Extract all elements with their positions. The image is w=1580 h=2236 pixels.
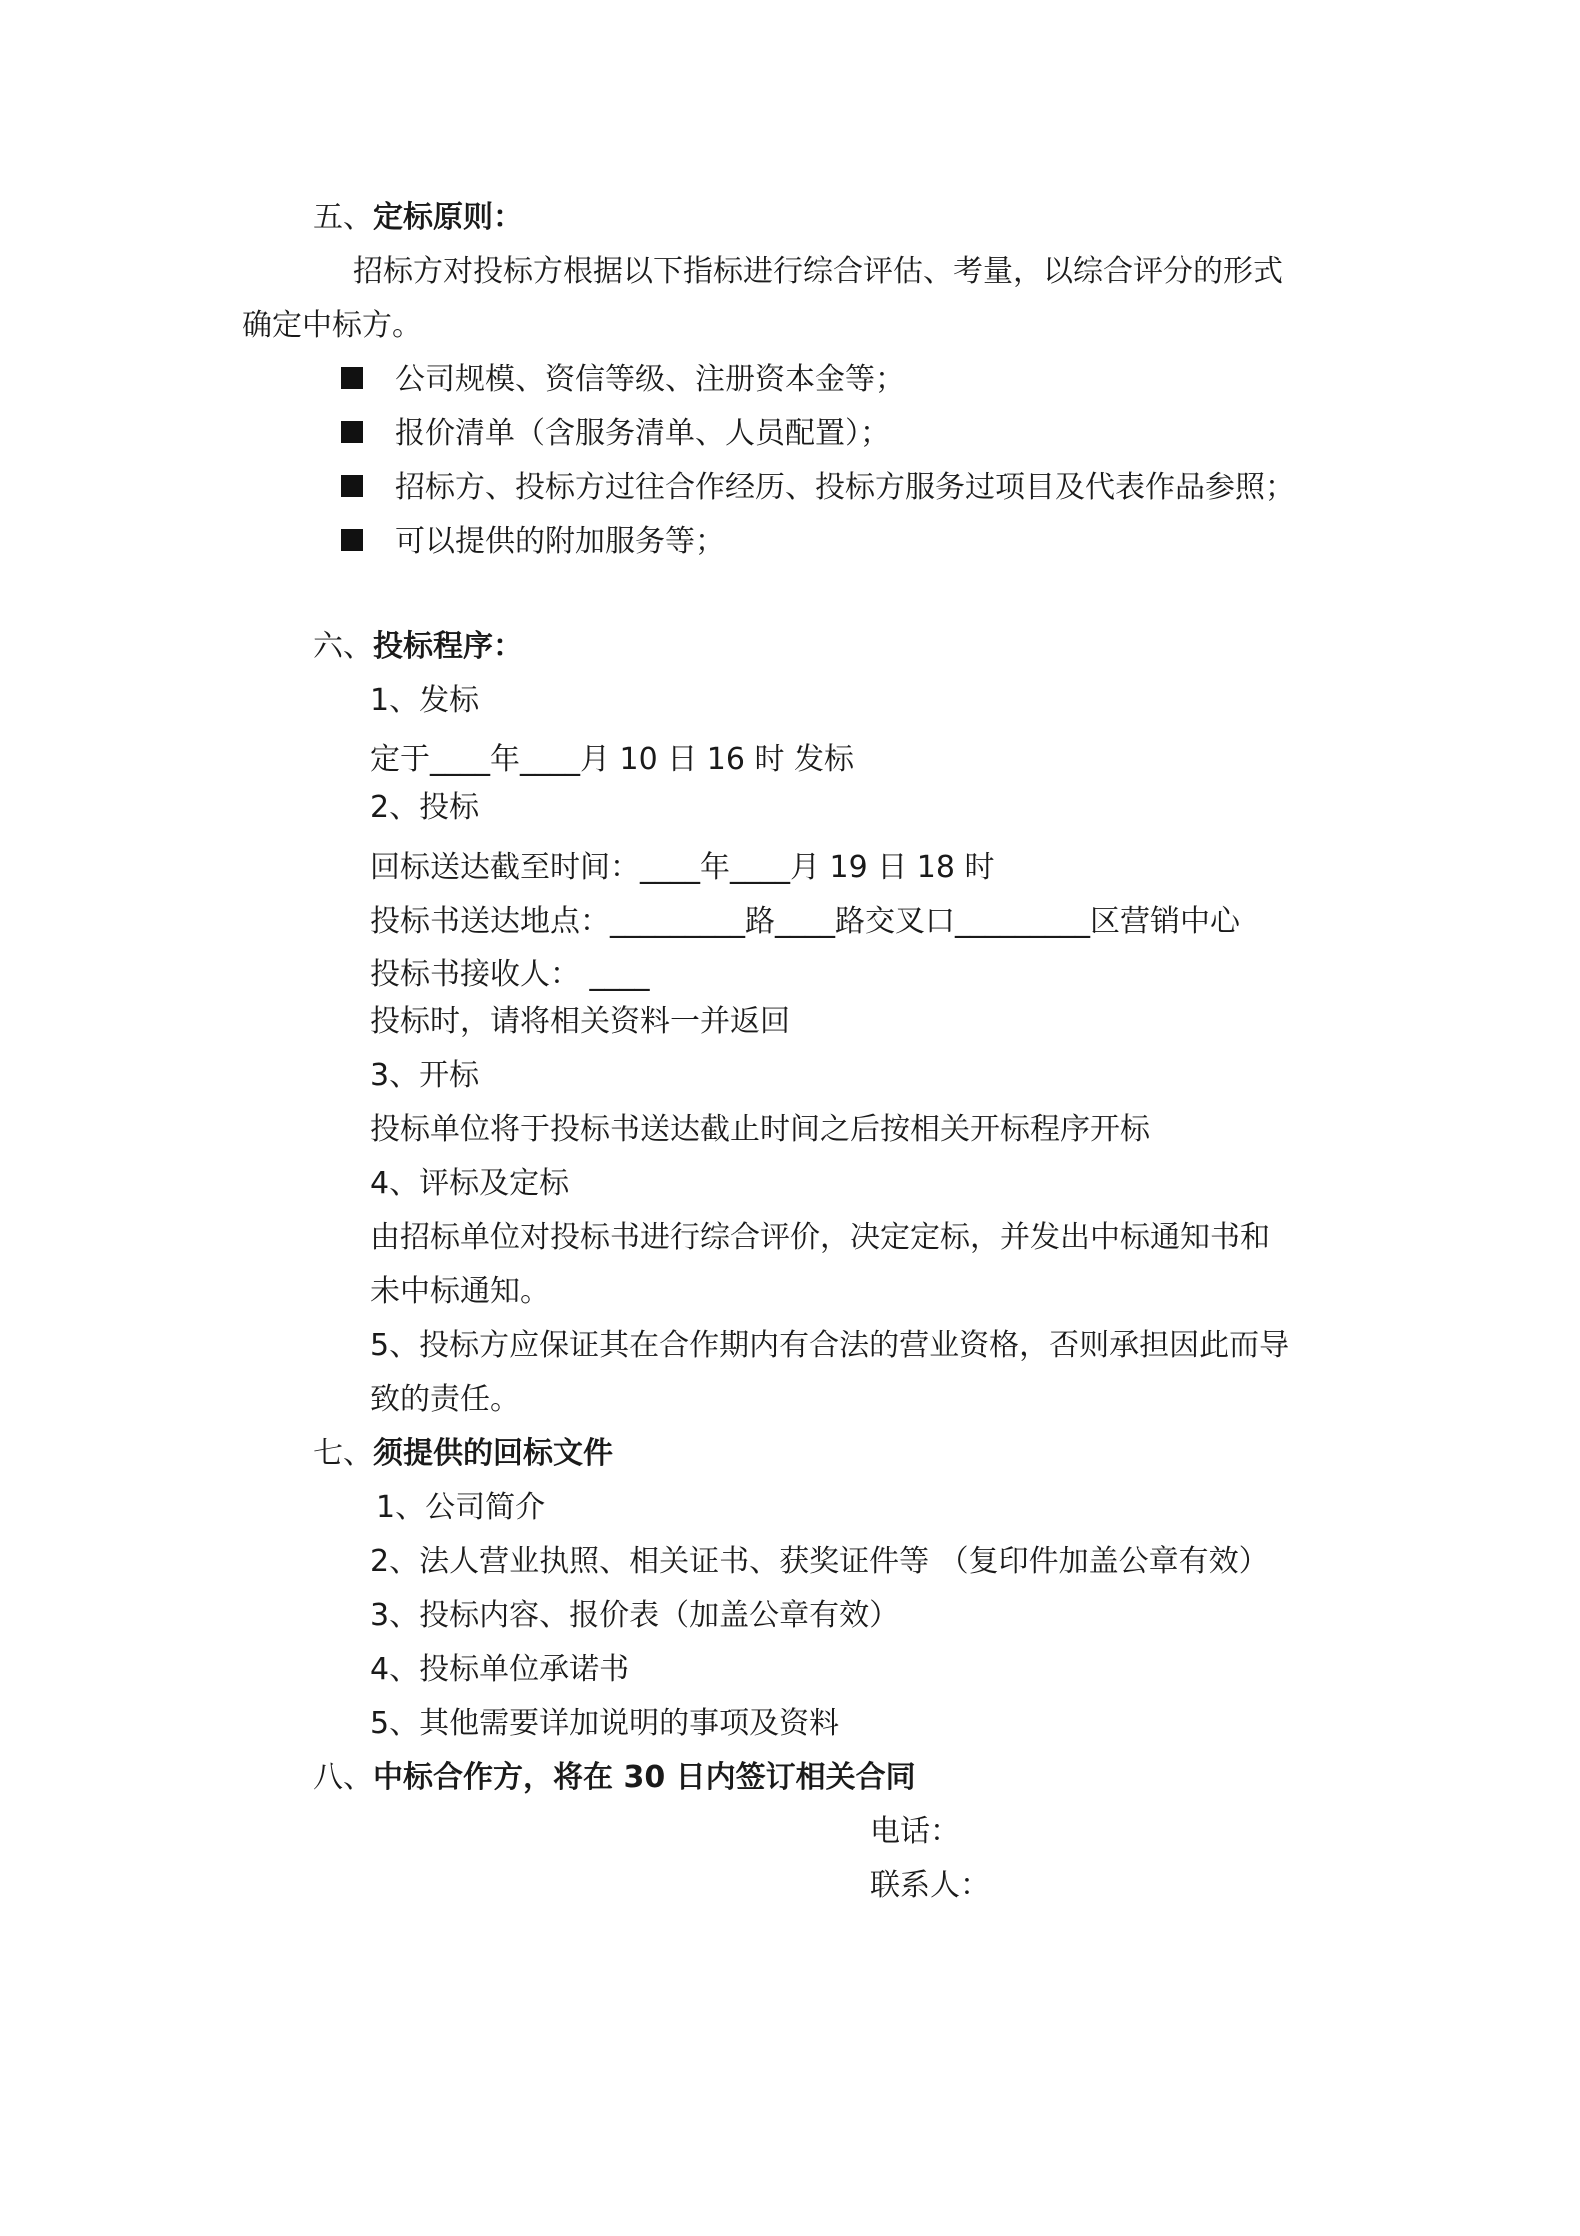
section-6-heading: [313, 627, 523, 667]
section-5-number: 五、: [313, 200, 373, 235]
square-bullet-icon: [341, 421, 363, 443]
section-8-heading: [313, 1758, 916, 1798]
bullet-item: [341, 468, 1295, 508]
bullet-text: 可以提供的附加服务等；: [395, 524, 725, 559]
step-1-heading: 1、发标: [370, 683, 480, 718]
list-item: 4、投标单位承诺书: [370, 1652, 630, 1687]
phone-label: 电话：: [870, 1814, 960, 1849]
step-2-deadline: 回标送达截至时间：____年____月 19 日 18 时: [370, 850, 995, 885]
section-6-number: 六、: [313, 629, 373, 664]
step-2-return-note: 投标时，请将相关资料一并返回: [370, 1004, 790, 1039]
step-2-heading: 2、投标: [370, 790, 480, 825]
section-5-heading: [313, 198, 523, 238]
step-3-line: 投标单位将于投标书送达截止时间之后按相关开标程序开标: [370, 1112, 1150, 1147]
bullet-item: [341, 360, 905, 400]
step-2-receiver: 投标书接收人： ____: [370, 957, 650, 992]
square-bullet-icon: [341, 529, 363, 551]
section-7-title: 须提供的回标文件: [373, 1436, 613, 1471]
step-4-line-2: 未中标通知。: [370, 1274, 550, 1309]
step-4-line-1: 由招标单位对投标书进行综合评价，决定定标，并发出中标通知书和: [370, 1220, 1270, 1255]
step-5-line-1: 5、投标方应保证其在合作期内有合法的营业资格，否则承担因此而导: [370, 1328, 1290, 1363]
bullet-item: [341, 522, 725, 562]
square-bullet-icon: [341, 475, 363, 497]
section-5-intro-line-2: 确定中标方。: [242, 308, 422, 343]
square-bullet-icon: [341, 367, 363, 389]
section-6-title: 投标程序：: [373, 629, 523, 664]
step-5-line-2: 致的责任。: [370, 1382, 520, 1417]
list-item: 2、法人营业执照、相关证书、获奖证件等 （复印件加盖公章有效）: [370, 1544, 1269, 1579]
list-item: 1、公司简介: [376, 1490, 546, 1525]
step-1-line: 定于____年____月 10 日 16 时 发标: [370, 742, 855, 777]
bullet-item: [341, 414, 890, 454]
section-7-heading: [313, 1434, 613, 1474]
list-item: 3、投标内容、报价表（加盖公章有效）: [370, 1598, 900, 1633]
step-4-heading: 4、评标及定标: [370, 1166, 570, 1201]
list-item: 5、其他需要详加说明的事项及资料: [370, 1706, 840, 1741]
bullet-text: 招标方、投标方过往合作经历、投标方服务过项目及代表作品参照；: [395, 470, 1295, 505]
step-3-heading: 3、开标: [370, 1058, 480, 1093]
bullet-text: 公司规模、资信等级、注册资本金等；: [395, 362, 905, 397]
section-8-number: 八、: [313, 1760, 373, 1795]
section-8-title: 中标合作方，将在 30 日内签订相关合同: [373, 1760, 916, 1795]
section-5-title: 定标原则：: [373, 200, 523, 235]
section-7-number: 七、: [313, 1436, 373, 1471]
bullet-text: 报价清单（含服务清单、人员配置）；: [395, 416, 890, 451]
step-2-place: 投标书送达地点：_________路____路交叉口_________区营销中心: [370, 904, 1240, 939]
contact-person-label: 联系人：: [870, 1868, 990, 1903]
section-5-intro-line-1: 招标方对投标方根据以下指标进行综合评估、考量，以综合评分的形式: [353, 254, 1283, 289]
